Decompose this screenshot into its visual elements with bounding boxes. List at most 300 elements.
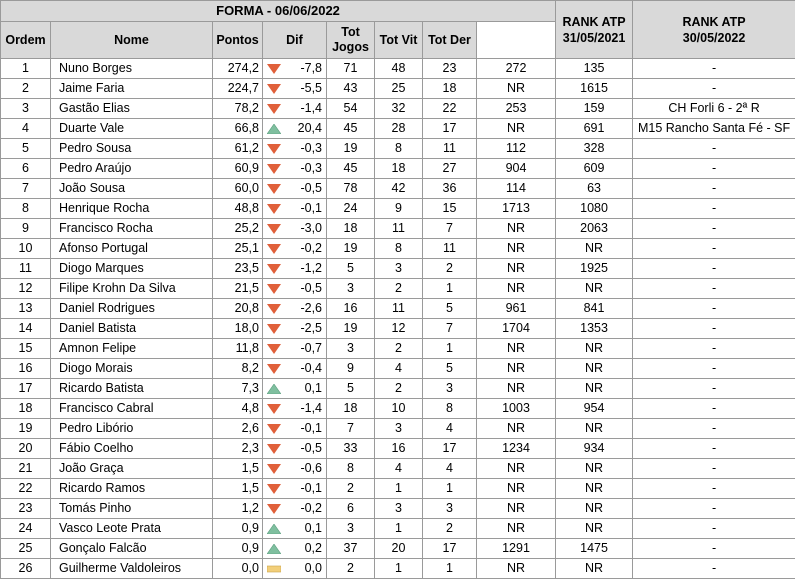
- dif-cell: [263, 59, 327, 79]
- col-nome: Nome: [51, 22, 213, 59]
- dif-value: -5,5: [300, 81, 322, 95]
- ordem-cell: 9: [1, 219, 51, 239]
- dif-cell: [263, 79, 327, 99]
- tot-der-cell: 17: [423, 539, 477, 559]
- nome-cell: Guilherme Valdoleiros: [51, 559, 213, 579]
- ordem-cell: 24: [1, 519, 51, 539]
- tot-der-cell: 11: [423, 239, 477, 259]
- dif-value: 0,2: [304, 541, 322, 555]
- table-row: [1, 379, 795, 399]
- pontos-cell: 21,5: [213, 279, 263, 299]
- dif-value: -2,5: [300, 321, 322, 335]
- tot-jogos-cell: 6: [327, 499, 375, 519]
- tot-jogos-cell: 37: [327, 539, 375, 559]
- tot-vit-cell: 3: [375, 259, 423, 279]
- tot-vit-cell: 9: [375, 199, 423, 219]
- nome-cell: Nuno Borges: [51, 59, 213, 79]
- ordem-cell: 23: [1, 499, 51, 519]
- dif-cell: [263, 279, 327, 299]
- tot-vit-cell: 8: [375, 139, 423, 159]
- rank-2021-cell: 114: [477, 179, 556, 199]
- rank-2021-cell: NR: [477, 239, 556, 259]
- ordem-cell: 1: [1, 59, 51, 79]
- nome-cell: Francisco Rocha: [51, 219, 213, 239]
- trend-down-icon: [267, 424, 281, 434]
- pontos-cell: 60,9: [213, 159, 263, 179]
- tot-vit-cell: 18: [375, 159, 423, 179]
- semana-cell: -: [633, 499, 795, 519]
- tot-vit-cell: 3: [375, 499, 423, 519]
- nome-cell: Francisco Cabral: [51, 399, 213, 419]
- semana-cell: -: [633, 419, 795, 439]
- rank-2021-cell: NR: [477, 559, 556, 579]
- nome-cell: Jaime Faria: [51, 79, 213, 99]
- tot-vit-cell: 8: [375, 239, 423, 259]
- tot-vit-cell: 20: [375, 539, 423, 559]
- semana-cell: -: [633, 379, 795, 399]
- nome-cell: Pedro Libório: [51, 419, 213, 439]
- nome-cell: Gastão Elias: [51, 99, 213, 119]
- dif-value: -0,3: [300, 161, 322, 175]
- tot-der-cell: 22: [423, 99, 477, 119]
- table-row: [1, 79, 795, 99]
- dif-cell: [263, 259, 327, 279]
- dif-cell: [263, 419, 327, 439]
- pontos-cell: 1,5: [213, 479, 263, 499]
- rank-2022-cell: 934: [556, 439, 633, 459]
- tot-jogos-cell: 18: [327, 219, 375, 239]
- tot-jogos-cell: 2: [327, 479, 375, 499]
- tot-jogos-cell: 18: [327, 399, 375, 419]
- pontos-cell: 0,9: [213, 539, 263, 559]
- rank-2021-cell: NR: [477, 259, 556, 279]
- table-row: [1, 539, 795, 559]
- tot-vit-cell: 4: [375, 359, 423, 379]
- table-row: [1, 399, 795, 419]
- rank-2022-cell: 1615: [556, 79, 633, 99]
- nome-cell: Fábio Coelho: [51, 439, 213, 459]
- nome-cell: Filipe Krohn Da Silva: [51, 279, 213, 299]
- ordem-cell: 7: [1, 179, 51, 199]
- tot-jogos-cell: 5: [327, 259, 375, 279]
- semana-cell: -: [633, 459, 795, 479]
- dif-value: 0,0: [304, 561, 322, 575]
- tot-jogos-cell: 45: [327, 119, 375, 139]
- ordem-cell: 13: [1, 299, 51, 319]
- tot-jogos-cell: 8: [327, 459, 375, 479]
- dif-cell: [263, 219, 327, 239]
- dif-cell: [263, 99, 327, 119]
- pontos-cell: 7,3: [213, 379, 263, 399]
- dif-value: -0,7: [300, 341, 322, 355]
- rank-2022-cell: NR: [556, 519, 633, 539]
- tot-jogos-cell: 19: [327, 139, 375, 159]
- rank-2022-cell: NR: [556, 339, 633, 359]
- table-row: [1, 439, 795, 459]
- rank-2021-cell: NR: [477, 359, 556, 379]
- ordem-cell: 18: [1, 399, 51, 419]
- table-row: [1, 159, 795, 179]
- trend-down-icon: [267, 324, 281, 334]
- tot-vit-cell: 42: [375, 179, 423, 199]
- tot-jogos-cell: 33: [327, 439, 375, 459]
- rank-2021-cell: NR: [477, 119, 556, 139]
- trend-down-icon: [267, 64, 281, 74]
- dif-cell: [263, 439, 327, 459]
- semana-cell: -: [633, 159, 795, 179]
- rank-2022-cell: 63: [556, 179, 633, 199]
- col-dif: Dif: [263, 22, 327, 59]
- col-tot-jogos-line1: Tot: [341, 25, 360, 39]
- tot-der-cell: 17: [423, 439, 477, 459]
- rank-2021-cell: NR: [477, 419, 556, 439]
- trend-down-icon: [267, 264, 281, 274]
- col-tot-der: Tot Der: [423, 22, 477, 59]
- dif-cell: [263, 319, 327, 339]
- trend-down-icon: [267, 344, 281, 354]
- tot-vit-cell: 48: [375, 59, 423, 79]
- rank-2021-cell: NR: [477, 499, 556, 519]
- rank-2021-cell: 272: [477, 59, 556, 79]
- trend-down-icon: [267, 104, 281, 114]
- pontos-cell: 1,5: [213, 459, 263, 479]
- rank-2022-cell: NR: [556, 279, 633, 299]
- semana-cell: -: [633, 239, 795, 259]
- nome-cell: Daniel Batista: [51, 319, 213, 339]
- table-row: [1, 319, 795, 339]
- pontos-cell: 274,2: [213, 59, 263, 79]
- rank-2021-cell: NR: [477, 339, 556, 359]
- nome-cell: Pedro Araújo: [51, 159, 213, 179]
- table-row: [1, 339, 795, 359]
- tot-der-cell: 15: [423, 199, 477, 219]
- dif-value: -1,4: [300, 101, 322, 115]
- semana-cell: -: [633, 519, 795, 539]
- trend-down-icon: [267, 364, 281, 374]
- rank-2022-cell: 328: [556, 139, 633, 159]
- nome-cell: João Graça: [51, 459, 213, 479]
- dif-value: -0,5: [300, 441, 322, 455]
- dif-value: -0,1: [300, 481, 322, 495]
- rank-2022-cell: 2063: [556, 219, 633, 239]
- rank-2021-cell: NR: [477, 479, 556, 499]
- rank-atp-2022-header: [633, 1, 795, 59]
- semana-cell: -: [633, 439, 795, 459]
- semana-cell: -: [633, 299, 795, 319]
- dif-value: -7,8: [300, 61, 322, 75]
- rank-2022-cell: 691: [556, 119, 633, 139]
- tot-vit-cell: 4: [375, 459, 423, 479]
- tot-jogos-cell: 78: [327, 179, 375, 199]
- table-row: [1, 559, 795, 579]
- tot-jogos-cell: 54: [327, 99, 375, 119]
- tot-vit-cell: 2: [375, 339, 423, 359]
- tot-der-cell: 3: [423, 379, 477, 399]
- dif-value: -0,6: [300, 461, 322, 475]
- pontos-cell: 11,8: [213, 339, 263, 359]
- dif-cell: [263, 359, 327, 379]
- dif-cell: [263, 479, 327, 499]
- ordem-cell: 19: [1, 419, 51, 439]
- nome-cell: Daniel Rodrigues: [51, 299, 213, 319]
- dif-value: -0,2: [300, 241, 322, 255]
- nome-cell: Diogo Marques: [51, 259, 213, 279]
- dif-cell: [263, 119, 327, 139]
- tot-jogos-cell: 24: [327, 199, 375, 219]
- tot-jogos-cell: 19: [327, 319, 375, 339]
- semana-cell: -: [633, 279, 795, 299]
- tot-der-cell: 17: [423, 119, 477, 139]
- tot-vit-cell: 11: [375, 219, 423, 239]
- tot-jogos-cell: 45: [327, 159, 375, 179]
- tot-vit-cell: 12: [375, 319, 423, 339]
- dif-value: -3,0: [300, 221, 322, 235]
- tot-vit-cell: 28: [375, 119, 423, 139]
- tot-der-cell: 5: [423, 359, 477, 379]
- ordem-cell: 20: [1, 439, 51, 459]
- rank-2021-cell: 1003: [477, 399, 556, 419]
- nome-cell: Ricardo Batista: [51, 379, 213, 399]
- nome-cell: Diogo Morais: [51, 359, 213, 379]
- dif-cell: [263, 379, 327, 399]
- tot-jogos-cell: 3: [327, 339, 375, 359]
- tot-der-cell: 23: [423, 59, 477, 79]
- rank-2021-cell: 112: [477, 139, 556, 159]
- forma-title: FORMA - 06/06/2022: [1, 1, 556, 22]
- table-row: [1, 259, 795, 279]
- rank-2022-cell: 609: [556, 159, 633, 179]
- rank-2022-cell: 1925: [556, 259, 633, 279]
- tot-der-cell: 1: [423, 559, 477, 579]
- dif-cell: [263, 519, 327, 539]
- tot-der-cell: 1: [423, 479, 477, 499]
- tot-vit-cell: 1: [375, 479, 423, 499]
- player-rows: [1, 59, 795, 579]
- rank-2022-cell: 954: [556, 399, 633, 419]
- nome-cell: Afonso Portugal: [51, 239, 213, 259]
- rank-2021-cell: 961: [477, 299, 556, 319]
- table-row: [1, 279, 795, 299]
- table-row: [1, 419, 795, 439]
- dif-cell: [263, 339, 327, 359]
- tot-jogos-cell: 19: [327, 239, 375, 259]
- col-tot-vit: Tot Vit: [375, 22, 423, 59]
- trend-down-icon: [267, 184, 281, 194]
- pontos-cell: 2,6: [213, 419, 263, 439]
- rank-2022-cell: 159: [556, 99, 633, 119]
- trend-up-icon: [267, 524, 281, 534]
- rank-2022-cell: 841: [556, 299, 633, 319]
- pontos-cell: 8,2: [213, 359, 263, 379]
- rank-atp-2021-header: [556, 1, 633, 59]
- trend-down-icon: [267, 444, 281, 454]
- semana-cell: -: [633, 59, 795, 79]
- pontos-cell: 48,8: [213, 199, 263, 219]
- tot-vit-cell: 25: [375, 79, 423, 99]
- nome-cell: Gonçalo Falcão: [51, 539, 213, 559]
- trend-down-icon: [267, 224, 281, 234]
- rank-2022-cell: NR: [556, 459, 633, 479]
- rank-2022-cell: 1475: [556, 539, 633, 559]
- pontos-cell: 0,9: [213, 519, 263, 539]
- rank-2022-cell: NR: [556, 499, 633, 519]
- ordem-cell: 16: [1, 359, 51, 379]
- dif-cell: [263, 539, 327, 559]
- tot-der-cell: 27: [423, 159, 477, 179]
- rank-2021-cell: 1234: [477, 439, 556, 459]
- trend-down-icon: [267, 304, 281, 314]
- table-row: [1, 139, 795, 159]
- tot-der-cell: 2: [423, 259, 477, 279]
- rank-2022-cell: 1080: [556, 199, 633, 219]
- pontos-cell: 23,5: [213, 259, 263, 279]
- rank-2021-cell: 1704: [477, 319, 556, 339]
- tot-vit-cell: 32: [375, 99, 423, 119]
- table-row: [1, 179, 795, 199]
- tot-jogos-cell: 9: [327, 359, 375, 379]
- pontos-cell: 224,7: [213, 79, 263, 99]
- rank-2022-cell: NR: [556, 379, 633, 399]
- trend-down-icon: [267, 244, 281, 254]
- ordem-cell: 21: [1, 459, 51, 479]
- dif-value: 20,4: [297, 121, 322, 135]
- rank-2021-cell: NR: [477, 519, 556, 539]
- rank-2022-cell: 1353: [556, 319, 633, 339]
- rank-2021-cell: NR: [477, 79, 556, 99]
- dif-value: -0,1: [300, 201, 322, 215]
- semana-cell: -: [633, 179, 795, 199]
- pontos-cell: 1,2: [213, 499, 263, 519]
- tot-der-cell: 7: [423, 219, 477, 239]
- tot-jogos-cell: 7: [327, 419, 375, 439]
- dif-value: -0,5: [300, 181, 322, 195]
- tot-vit-cell: 16: [375, 439, 423, 459]
- pontos-cell: 20,8: [213, 299, 263, 319]
- trend-up-icon: [267, 544, 281, 554]
- dif-cell: [263, 399, 327, 419]
- nome-cell: Tomás Pinho: [51, 499, 213, 519]
- dif-value: -0,3: [300, 141, 322, 155]
- pontos-cell: 78,2: [213, 99, 263, 119]
- dif-value: -1,4: [300, 401, 322, 415]
- trend-down-icon: [267, 504, 281, 514]
- ordem-cell: 14: [1, 319, 51, 339]
- tot-der-cell: 1: [423, 339, 477, 359]
- dif-value: -0,5: [300, 281, 322, 295]
- table-row: [1, 459, 795, 479]
- tot-der-cell: 4: [423, 419, 477, 439]
- pontos-cell: 18,0: [213, 319, 263, 339]
- semana-cell: -: [633, 559, 795, 579]
- dif-cell: [263, 199, 327, 219]
- rank-2022-cell: NR: [556, 239, 633, 259]
- col-tot-jogos: [327, 22, 375, 59]
- tot-jogos-cell: 71: [327, 59, 375, 79]
- semana-cell: -: [633, 199, 795, 219]
- trend-up-icon: [267, 124, 281, 134]
- trend-down-icon: [267, 204, 281, 214]
- tot-der-cell: 8: [423, 399, 477, 419]
- ordem-cell: 11: [1, 259, 51, 279]
- tot-jogos-cell: 5: [327, 379, 375, 399]
- tot-jogos-cell: 3: [327, 279, 375, 299]
- ordem-cell: 6: [1, 159, 51, 179]
- table-row: [1, 299, 795, 319]
- trend-down-icon: [267, 144, 281, 154]
- table-row: [1, 119, 795, 139]
- nome-cell: João Sousa: [51, 179, 213, 199]
- pontos-cell: 2,3: [213, 439, 263, 459]
- nome-cell: Vasco Leote Prata: [51, 519, 213, 539]
- ordem-cell: 15: [1, 339, 51, 359]
- tot-jogos-cell: 2: [327, 559, 375, 579]
- rank-2022-cell: NR: [556, 559, 633, 579]
- ordem-cell: 4: [1, 119, 51, 139]
- dif-value: -0,1: [300, 421, 322, 435]
- rank-atp-2021-date: 31/05/2021: [562, 30, 626, 45]
- table-row: [1, 239, 795, 259]
- trend-down-icon: [267, 484, 281, 494]
- dif-value: -0,4: [300, 361, 322, 375]
- semana-cell: -: [633, 339, 795, 359]
- trend-down-icon: [267, 84, 281, 94]
- rank-atp-2021-label: RANK ATP: [562, 14, 626, 29]
- ordem-cell: 2: [1, 79, 51, 99]
- dif-value: -0,2: [300, 501, 322, 515]
- table-row: [1, 359, 795, 379]
- dif-value: -1,2: [300, 261, 322, 275]
- trend-down-icon: [267, 404, 281, 414]
- rank-2021-cell: NR: [477, 379, 556, 399]
- semana-cell: -: [633, 399, 795, 419]
- col-ordem: Ordem: [1, 22, 51, 59]
- rank-atp-2022-date: 30/05/2022: [682, 30, 746, 45]
- dif-cell: [263, 499, 327, 519]
- col-pontos: Pontos: [213, 22, 263, 59]
- tot-der-cell: 11: [423, 139, 477, 159]
- ordem-cell: 8: [1, 199, 51, 219]
- ordem-cell: 26: [1, 559, 51, 579]
- tot-der-cell: 3: [423, 499, 477, 519]
- trend-flat-icon: [267, 564, 281, 574]
- dif-cell: [263, 459, 327, 479]
- nome-cell: Henrique Rocha: [51, 199, 213, 219]
- rank-atp-2022-label: RANK ATP: [682, 14, 746, 29]
- semana-cell: M15 Rancho Santa Fé - SF: [633, 119, 795, 139]
- pontos-cell: 0,0: [213, 559, 263, 579]
- tot-der-cell: 5: [423, 299, 477, 319]
- trend-up-icon: [267, 384, 281, 394]
- tot-jogos-cell: 3: [327, 519, 375, 539]
- tot-vit-cell: 11: [375, 299, 423, 319]
- rank-2022-cell: 135: [556, 59, 633, 79]
- rank-2022-cell: NR: [556, 479, 633, 499]
- pontos-cell: 25,1: [213, 239, 263, 259]
- nome-cell: Amnon Felipe: [51, 339, 213, 359]
- dif-cell: [263, 239, 327, 259]
- ordem-cell: 3: [1, 99, 51, 119]
- trend-down-icon: [267, 284, 281, 294]
- table-row: [1, 479, 795, 499]
- trend-down-icon: [267, 464, 281, 474]
- tot-vit-cell: 3: [375, 419, 423, 439]
- ordem-cell: 22: [1, 479, 51, 499]
- tot-der-cell: 7: [423, 319, 477, 339]
- dif-value: 0,1: [304, 521, 322, 535]
- tot-vit-cell: 1: [375, 519, 423, 539]
- tot-vit-cell: 2: [375, 279, 423, 299]
- col-tot-jogos-line2: Jogos: [332, 40, 369, 54]
